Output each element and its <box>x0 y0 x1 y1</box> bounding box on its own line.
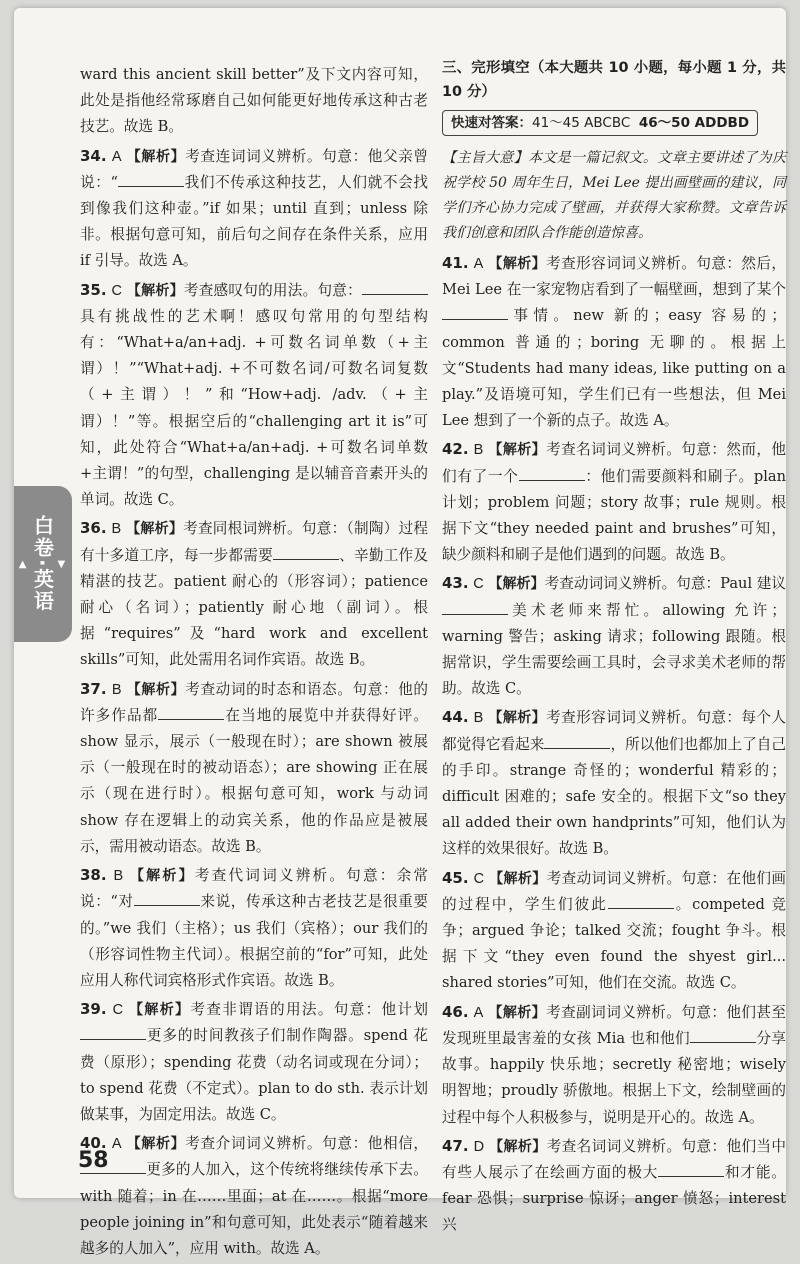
explanation-pre: 考查介词词义辨析。句意：他相信， <box>185 1135 429 1153</box>
explanation-post: 更多的人加入，这个传统将继续传承下去。with 随着；in 在……里面；at 在……。根据“more people joining in”和句意可知，此处表示“随着越来越多的人加入”，应用 with。故选 A。 <box>80 1161 428 1257</box>
arrow-up-icon: ▲ <box>18 558 29 570</box>
explanation-post: 我们不传承这种技艺，人们就不会找到像我们这种壶。”if 如果；until 直到；unless 除非。根据句意可知，前后句之间存在条件关系，应用 if 引导。故选 A。 <box>80 173 428 270</box>
answer-item-34 <box>80 143 428 275</box>
analysis-tag: 【解析】 <box>126 1136 186 1153</box>
answer-item-41 <box>442 250 786 434</box>
quick-answer-group2: 46～50 ADDBD <box>638 115 750 131</box>
explanation-pre: 考查动词词义辨析。句意：在他们画的过程中，学生们彼此 <box>442 869 787 913</box>
answer-letter: C <box>473 576 484 593</box>
explanation-post: 具有挑战性的艺术啊！感叹句常用的句型结构有：“What+a/an+adj. +可数名词单数（+主谓）！”“What+adj. +不可数名词/可数名词复数（+主谓）！”和“How+adj. /adv.（+主谓）！”等。根据空后的“challenging art it is”可知，此处符合“What+a/an+adj. +可数名词单数+主谓！”的句型，challenging 是以辅音音素开头的单词。故选 C。 <box>80 307 428 509</box>
answer-page <box>14 8 787 1257</box>
answer-letter: B <box>113 868 124 885</box>
question-number: 36. <box>80 519 107 538</box>
answer-letter: C <box>112 1002 124 1019</box>
analysis-tag: 【解析】 <box>489 1138 547 1155</box>
explanation-pre: 考查副词词义辨析。句意：他们甚至发现班里最害羞的女孩 Mia 也和他们 <box>442 1003 787 1047</box>
question-number: 42. <box>442 440 469 459</box>
explanation-post: 在当地的展览中并获得好评。show 显示，展示（一般现在时）；are shown 被展示（一般现在时的被动语态）；are showing 正在展示（现在进行时）。根据句意可知，work 与动词 show 存在逻辑上的动宾关系，他的作品应是被展示，需用被动语态。故选 B。 <box>80 706 428 855</box>
answer-item-40 <box>80 1130 428 1262</box>
fill-blank <box>80 1026 146 1040</box>
fill-blank <box>134 892 200 906</box>
quick-answer-group1: 41～45 ABCBC <box>532 115 631 131</box>
question-number: 38. <box>80 866 107 885</box>
explanation-pre: 考查动词词义辨析。句意：Paul 建议 <box>544 575 787 593</box>
answer-letter: B <box>111 521 122 538</box>
side-tab <box>14 486 72 642</box>
analysis-tag: 【解析】 <box>488 256 547 272</box>
question-number: 44. <box>442 708 469 727</box>
question-number: 45. <box>442 868 469 887</box>
explanation-post: 来说，传承这种古老技艺是很重要的。”we 我们（主格）；us 我们（宾格）；our 我们的（形容词性物主代词）。根据空前的“for”可知，此处应用人称代词宾格形式作宾语。故选 B。 <box>80 893 428 989</box>
fill-blank <box>519 467 585 481</box>
answer-item-45 <box>442 865 786 997</box>
answer-item-37 <box>80 676 428 860</box>
answer-item-46 <box>442 999 786 1131</box>
explanation-pre: 考查形容词词义辨析。句意：然后，Mei Lee 在一家宠物店看到了一幅壁画，想到了某个 <box>442 255 787 299</box>
explanation-post: 事情。new 新的；easy 容易的；common 普通的；boring 无聊的。根据上文“Students had many ideas, like putting on a play.”及语境可知，学生们已有一些想法，但 Mei Lee 想到了一个新的点子。故选 A。 <box>442 307 786 430</box>
answer-item-36 <box>80 515 428 673</box>
answer-item-43 <box>442 570 786 702</box>
right-items <box>442 250 786 1239</box>
fill-blank <box>273 546 339 560</box>
explanation-post: 分享故事。happily 快乐地；secretly 秘密地；wisely 明智地；proudly 骄傲地。根据上下文，绘制壁画的过程中每个人积极参与，说明是开心的。故选 A。 <box>442 1029 786 1126</box>
question-number: 43. <box>442 574 469 593</box>
answer-letter: A <box>111 1136 122 1153</box>
fill-blank <box>658 1163 724 1177</box>
question-number: 46. <box>442 1002 469 1021</box>
explanation-post: 。competed 竞争；argued 争论；talked 交流；fought 争斗。根据下文“they even found the shyest girl... shared stories”可知，他们在交流。故选 C。 <box>442 895 786 992</box>
answer-item-44 <box>442 704 786 862</box>
answer-letter: A <box>111 148 122 165</box>
explanation-post: 更多的时间教孩子们制作陶器。spend 花费（原形）；spending 花费（动名词或现在分词）；to spend 花费（不定式）。plan to do sth. 表示计划做某事，为固定用法。故选 C。 <box>80 1027 428 1123</box>
fill-blank <box>158 706 224 720</box>
analysis-tag: 【解析】 <box>488 442 547 459</box>
question-number: 39. <box>80 1000 107 1019</box>
fill-blank <box>118 173 184 187</box>
explanation-pre: 考查名词词义辨析。句意：然而，他们有了一个 <box>442 441 787 485</box>
explanation-post: ：他们需要颜料和刷子。plan 计划；problem 问题；story 故事；rule 规则。根据下文“they needed paint and brushes”可知，缺少颜料和刷子是他们遇到的问题。故选 B。 <box>442 467 786 564</box>
answer-letter: C <box>111 282 122 299</box>
question-number: 34. <box>80 146 107 165</box>
analysis-tag: 【解析】 <box>488 576 545 593</box>
analysis-tag: 【解析】 <box>126 282 184 299</box>
explanation-pre: 考查感叹句的用法。句意： <box>183 281 362 299</box>
analysis-tag: 【解析】 <box>129 1002 191 1019</box>
analysis-tag: 【解析】 <box>488 1004 547 1021</box>
quick-answer-label: 快速对答案： <box>451 115 532 131</box>
answer-item-47 <box>442 1133 786 1239</box>
fill-blank <box>608 895 674 909</box>
answer-item-39 <box>80 996 428 1128</box>
answer-item-38 <box>80 862 428 994</box>
left-column <box>80 62 428 1264</box>
question-number: 35. <box>80 280 107 299</box>
explanation-post: 美术老师来帮忙。allowing 允许；warning 警告；asking 请求；following 跟随。根据常识，学生需要绘画工具时，会寻求美术老师的帮助。故选 C。 <box>442 601 786 698</box>
explanation-post: 、辛勤工作及精湛的技艺。patient 耐心的（形容词）；patience 耐心（名词）；patiently 耐心地（副词）。根据“requires”及“hard work and excellent skills”可知，此处需用名词作宾语。故选 B。 <box>80 546 428 669</box>
answer-item-35 <box>80 277 428 514</box>
explanation-pre: 考查非谓语的用法。句意：他计划 <box>190 1001 429 1019</box>
explanation-pre: 考查代词词义辨析。句意：余常说：“对 <box>80 867 428 911</box>
section-title: 三、完形填空（本大题共 10 小题，每小题 1 分，共 10 分） <box>442 60 786 100</box>
answer-letter: B <box>473 710 484 727</box>
analysis-tag: 【解析】 <box>126 681 186 698</box>
page-number: 58 <box>78 1148 109 1173</box>
answer-item-42 <box>442 436 786 568</box>
analysis-tag: 【解析】 <box>489 870 547 887</box>
answer-letter: C <box>473 870 485 887</box>
continuation-text: ward this ancient skill better”及下文内容可知，此处是指他经常琢磨自己如何能更好地传承这种古老技艺。故选 B。 <box>80 66 428 136</box>
fill-blank <box>690 1029 756 1043</box>
answer-letter: A <box>473 256 484 272</box>
fill-blank <box>362 281 428 295</box>
question-number: 41. <box>442 254 469 272</box>
explanation-post: ，所以他们也都加上了自己的手印。strange 奇怪的；wonderful 精彩的；difficult 困难的；safe 安全的。根据下文“so they all added their own handprints”可知，他们认为这样的效果很好。故选 B。 <box>442 735 786 858</box>
question-number: 37. <box>80 679 107 698</box>
right-column <box>442 56 786 1241</box>
question-number: 47. <box>442 1136 469 1155</box>
analysis-tag: 【解析】 <box>488 710 547 727</box>
fill-blank <box>442 601 508 615</box>
question-number: 40. <box>80 1134 107 1153</box>
side-tab-label: 白卷·英语 <box>30 515 55 613</box>
answer-letter: B <box>473 442 484 459</box>
analysis-tag: 【解析】 <box>126 148 186 165</box>
summary-paragraph: 【主旨大意】本文是一篇记叙文。文章主要讲述了为庆祝学校 50 周年生日，Mei Lee 提出画壁画的建议，同学们齐心协力完成了壁画，并获得大家称赞。文章告诉我们创意和团队合作能创造惊喜。 <box>442 150 786 241</box>
answer-letter: A <box>473 1004 484 1021</box>
explanation-post: 和才能。fear 恐惧；surprise 惊讶；anger 愤怒；interest 兴 <box>442 1163 786 1234</box>
answer-letter: B <box>111 681 122 698</box>
explanation-pre: 考查动词的时态和语态。句意：他的许多作品都 <box>80 680 429 724</box>
explanation-pre: 考查形容词词义辨析。句意：每个人都觉得它看起来 <box>442 709 787 753</box>
explanation-pre: 考查连词词义辨析。句意：他父亲曾说：“ <box>80 147 429 191</box>
answer-item-cont <box>80 62 428 141</box>
fill-blank <box>442 306 508 320</box>
quick-answer-box <box>442 110 758 136</box>
analysis-tag: 【解析】 <box>126 521 184 538</box>
explanation-pre: 考查同根词辨析。句意：（制陶）过程有十多道工序，每一步都需要 <box>80 520 429 564</box>
answer-letter: D <box>473 1138 485 1155</box>
arrow-down-icon: ▼ <box>57 558 68 570</box>
analysis-tag: 【解析】 <box>129 868 195 885</box>
fill-blank <box>544 735 610 749</box>
explanation-pre: 考查名词词义辨析。句意：他们当中有些人展示了在绘画方面的极大 <box>442 1137 787 1181</box>
